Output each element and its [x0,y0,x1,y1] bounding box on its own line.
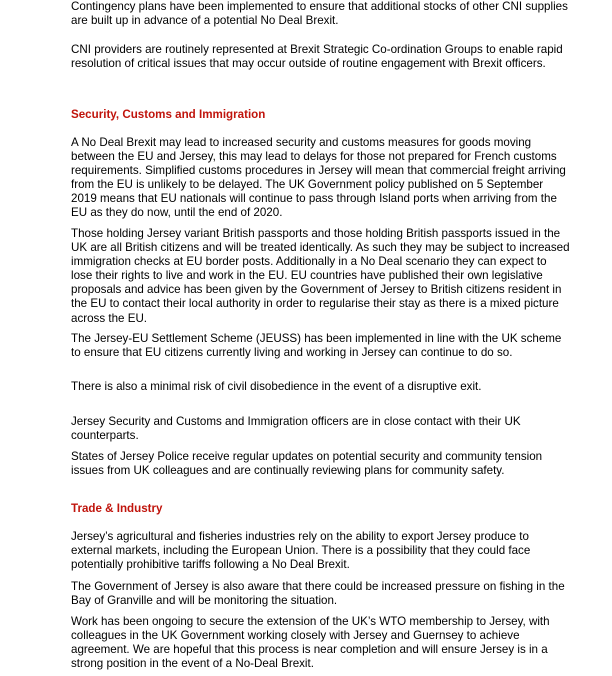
paragraph: The Government of Jersey is also aware that there could be increased pressure on fishing in the Bay of Granville and will be monitoring the situation. [71,580,565,608]
paragraph: Contingency plans have been implemented to ensure that additional stocks of other CNI supplies are built up in advance of a potential No Deal Brexit. [71,0,568,28]
paragraph: There is also a minimal risk of civil disobedience in the event of a disruptive exit. [71,380,482,393]
paragraph: A No Deal Brexit may lead to increased security and customs measures for goods moving between the EU and Jersey, this may lead to delays for those not prepared for French customs requirements. Simplified customs procedures in Jersey will mean that commercial freight arriving from the EU is unlikely to be delayed. The UK Government policy published on 5 September 2019 means that EU nationals will continue to pass through Island ports when arriving from the EU as they do now, until the end of 2020. [71,136,566,220]
paragraph: Those holding Jersey variant British passports and those holding British passports issued in the UK are all British citizens and will be treated identically. As such they may be subject to increased immigration checks at EU border posts. Additionally in a No Deal scenario they can expect to lose their rights to live and work in the EU. EU countries have published their own legislative proposals and advice has been given by the Government of Jersey to British citizens resident in the EU to contact their local authority in order to regularise their stay as there is a mixed picture across the EU. [71,227,570,325]
section-heading-security-customs-immigration: Security, Customs and Immigration [71,108,266,121]
paragraph: States of Jersey Police receive regular updates on potential security and community tension issues from UK colleagues and are continually reviewing plans for community safety. [71,450,543,478]
paragraph: Jersey’s agricultural and fisheries industries rely on the ability to export Jersey produce to external markets, including the European Union. There is a possibility that they could face potentially prohibitive tariffs following a No Deal Brexit. [71,530,531,572]
paragraph: The Jersey-EU Settlement Scheme (JEUSS) has been implemented in line with the UK scheme to ensure that EU citizens currently living and working in Jersey can continue to do so. [71,332,562,360]
section-heading-trade-industry: Trade & Industry [71,502,163,515]
paragraph: Jersey Security and Customs and Immigration officers are in close contact with their UK counterparts. [71,415,521,443]
paragraph: Work has been ongoing to secure the extension of the UK’s WTO membership to Jersey, with colleagues in the UK Government working closely with Jersey and Guernsey to achieve agreement. We are hopeful that this process is near completion and will ensure Jersey is in a strong position in the event of a No-Deal Brexit. [71,615,550,671]
paragraph: CNI providers are routinely represented at Brexit Strategic Co-ordination Groups to enable rapid resolution of critical issues that may occur outside of routine engagement with Brexit officers. [71,43,563,71]
